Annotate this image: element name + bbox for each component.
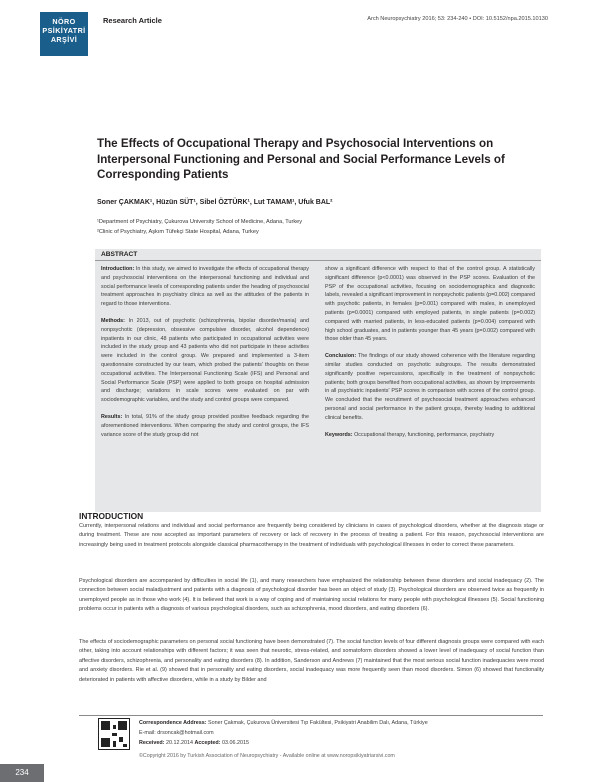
journal-logo: NÖRO PSİKİYATRİ ARŞİVİ (40, 12, 88, 56)
article-type: Research Article (103, 16, 162, 25)
abstract-introduction: Introduction: In this study, we aimed to investigate the effects of occupational therapy and psychosocial interventions on the interpersonal functioning and individual and social performance levels of corresponding patients under the heading of psychosocial treatment approaches in psychiatry clinics as well as the attitudes of the patients in regard to those interventions. (101, 266, 309, 308)
abstract-results-continued: show a significant difference with respect to that of the control group. A statistically significant difference (p<0.0001) was observed in the PSP scores. Evaluation of the PSP of the occupational activities, focusing on sociodemographics and diagnostic labels, revealed a significant improvement in nonpsychotic patients (p=0.002) compared with psychotic patients, in females (p=0.001) compared with males, in unemployed patients (p=0.0001) compared with employed patients, in single patients (p=0.002) compared with married patients, in less-educated patients (p=0.004) compared with high school graduates, and in patients younger than 45 years (p=0.002) compared with those older than 45 years. (325, 266, 535, 343)
introduction-heading: INTRODUCTION (79, 511, 144, 521)
page-number: 234 (0, 764, 44, 782)
received-accepted-dates: Received: 20.12.2014 Accepted: 03.06.2015 (139, 740, 249, 746)
affiliation-2: ²Clinic of Psychiatry, Aşkım Tüfekçi State Hospital, Adana, Turkey (97, 229, 259, 235)
correspondence-address: Correspondence Address: Soner Çakmak, Çukurova Üniversitesi Tıp Fakültesi, Psikiyatri Anabilim Dalı, Adana, Türkiye (139, 720, 428, 726)
body-paragraph-2: Psychological disorders are accompanied by difficulties in social life (1), and many researchers have emphasized the relationship between these disorders and social inadequacy (2). The connection between social maladjustment and patients with a diagnosis of psychological disorder has been an object of study (3). Psychological disorders are observed twice as frequently in unemployed people as in those who work (4). It is believed that work is a way of coping and of maintaining social relations for many people with psychological illnesses (5). Social functioning problems occur in patients with a diagnosis of various psychological disorders, such as schizophrenia, mood disorders, and eating disorders (6). (79, 578, 544, 613)
abstract-methods: Methods: In 2013, out of psychotic (schizophrenia, bipolar disorder/mania) and nonpsychotic (depression, obsessive compulsive disorder, alcohol dependence) inpatients in our clinic, 48 patients who participated in occupational activities were included in the study group and 43 patients who did not participate in these activities were included in the control group. We prepared and implemented a 3-item questionnaire constructed by our team, which probed the patients' thoughts on these occupational activities. The Interpersonal Functioning Scale (IFS) and Personal and Social Performance Scale (PSP) were applied to both groups on hospital admission and discharge; variations in scale scores were evaluated on par with sociodemographic variables, and the study and control groups were compared. (101, 317, 310, 404)
copyright-notice: ©Copyright 2016 by Turkish Association of Neuropsychiatry - Available online at www.noropsikiyatriarsivi.com (139, 753, 395, 759)
footer-divider (79, 715, 543, 716)
correspondence-email[interactable]: E-mail: drsoncak@hotmail.com (139, 730, 214, 736)
affiliation-1: ¹Department of Psychiatry, Çukurova University School of Medicine, Adana, Turkey (97, 219, 303, 225)
body-paragraph-1: Currently, interpersonal relations and individual and social performance are frequently being considered by clinicians in cases of psychological disorders, whether at the diagnosis stage or during treatment. These are now accepted as important parameters of recovery or lack of recovery in the process of treating a patient. For this reason, psychosocial interventions are increasingly being used in treatment protocols alongside classical pharmacotherapy in the treatment of individuals with psychological illnesses in order to correct these parameters. (79, 523, 544, 548)
body-paragraph-3: The effects of sociodemographic parameters on personal social functioning have been demonstrated (7). The social function levels of four different diagnosis groups were compared with each other, taking into account relationships with different factors; it was seen that neurotic, stress-related, and somatoform disorders showed a lower level of inadequacy of social function than affective disorders, schizophrenia, and personality and eating disorders (8). In addition, Sanderson and Andrews (7) maintained that the most serious social function inadequacies were mood and anxiety disorders. Rie et al. (9) showed that in personality and eating disorders, social inadequacy was more frequently seen than mood disorders. Simon (6) showed that functionality deteriorated in patients with affective disorders, while in a study by Bilder and (79, 639, 544, 683)
citation: Arch Neuropsychiatry 2016; 53: 234-240 • DOI: 10.5152/npa.2015.10130 (367, 16, 548, 22)
paper-title: The Effects of Occupational Therapy and Psychosocial Interventions on Interpersonal Functioning and Personal and Social Performance Levels of Corresponding Patients (97, 137, 505, 182)
abstract-keywords: Keywords: Occupational therapy, functioning, performance, psychiatry (325, 431, 495, 438)
abstract-conclusion: Conclusion: The findings of our study showed coherence with the literature regarding similar studies conducted on psychotic subgroups. The results demonstrated significantly positive repercussions, specifically in the treatment of nonpsychotic patients; both groups benefited from occupational activities, as shown by improvements in all psychiatric inpatients' PSP scores in comparison with scores of the control group. We concluded that the recruitment of psychosocial treatment approaches enhanced personal and social performance in the patient groups, thereby leading to additional clinical benefits. (325, 353, 535, 421)
abstract-right-column (325, 265, 535, 447)
abstract-results: Results: In total, 91% of the study group provided positive feedback regarding the aforementioned interventions. When comparing the study and control groups, the IFS variance score of the study group did not (101, 413, 309, 438)
author-list: Soner ÇAKMAK¹, Hüzün SÜT¹, Sibel ÖZTÜRK¹, Lut TAMAM¹, Ufuk BAL² (97, 199, 333, 206)
abstract-left-column (101, 265, 309, 447)
qr-code-icon (98, 718, 130, 750)
abstract-heading: ABSTRACT (95, 249, 541, 261)
